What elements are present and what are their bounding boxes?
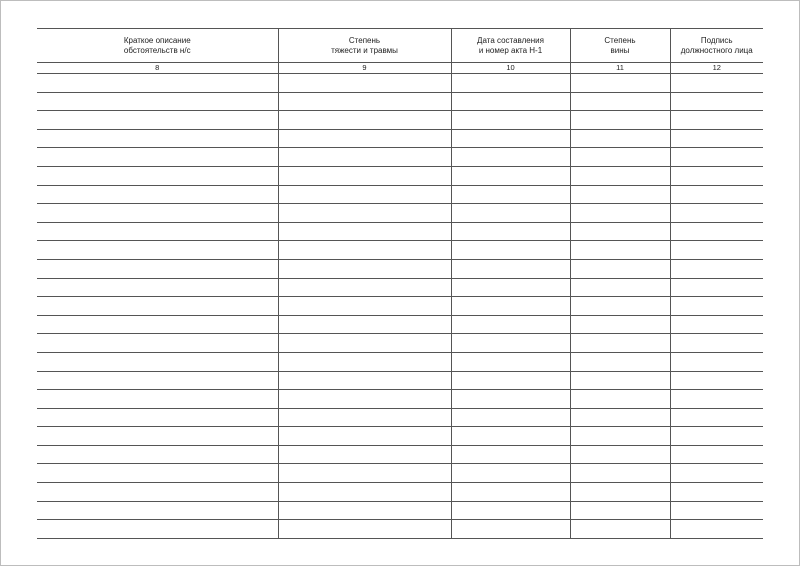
table-cell: [670, 185, 763, 204]
table-cell: [278, 464, 451, 483]
table-cell: [278, 520, 451, 539]
table-cell: [451, 74, 570, 93]
table-cell: [670, 204, 763, 223]
table-cell: [278, 111, 451, 130]
table-cell: [670, 74, 763, 93]
table-cell: [451, 185, 570, 204]
table-cell: [451, 204, 570, 223]
table-cell: [570, 204, 670, 223]
table-row: [37, 297, 763, 316]
table-cell: [570, 390, 670, 409]
table-cell: [37, 241, 278, 260]
column-title: Дата составления и номер акта Н-1: [477, 35, 544, 55]
column-header-severity: [278, 29, 451, 63]
table-cell: [278, 185, 451, 204]
table-cell: [670, 111, 763, 130]
table-cell: [670, 464, 763, 483]
table-row: [37, 166, 763, 185]
table-cell: [278, 334, 451, 353]
table-cell: [451, 241, 570, 260]
table-cell: [37, 520, 278, 539]
table-cell: [278, 371, 451, 390]
table-cell: [570, 427, 670, 446]
table-cell: [278, 315, 451, 334]
table-cell: [278, 129, 451, 148]
table-cell: [570, 74, 670, 93]
table-cell: [570, 111, 670, 130]
column-title: Степень тяжести и травмы: [331, 35, 398, 55]
table-cell: [37, 278, 278, 297]
table-row: [37, 222, 763, 241]
table-cell: [670, 483, 763, 502]
table-cell: [37, 259, 278, 278]
table-cell: [278, 297, 451, 316]
table-row: [37, 483, 763, 502]
table-cell: [670, 352, 763, 371]
table-cell: [37, 166, 278, 185]
table-row: [37, 148, 763, 167]
table-cell: [37, 371, 278, 390]
table-cell: [451, 259, 570, 278]
table-cell: [451, 148, 570, 167]
table-cell: [451, 445, 570, 464]
table-cell: [670, 445, 763, 464]
table-cell: [278, 148, 451, 167]
table-cell: [278, 390, 451, 409]
table-cell: [451, 92, 570, 111]
table-cell: [570, 371, 670, 390]
table-row: [37, 520, 763, 539]
table-row: [37, 390, 763, 409]
table-cell: [37, 204, 278, 223]
table-cell: [670, 241, 763, 260]
table-cell: [278, 241, 451, 260]
table-cell: [670, 92, 763, 111]
column-title: Степень вины: [604, 35, 636, 55]
table-row: [37, 204, 763, 223]
table-cell: [278, 427, 451, 446]
table-row: [37, 501, 763, 520]
table-cell: [278, 92, 451, 111]
table-cell: [37, 464, 278, 483]
table-cell: [570, 148, 670, 167]
table-cell: [451, 222, 570, 241]
table-cell: [278, 204, 451, 223]
table-cell: [451, 278, 570, 297]
table-cell: [570, 241, 670, 260]
table-cell: [570, 408, 670, 427]
table-cell: [570, 129, 670, 148]
table-cell: [670, 129, 763, 148]
table-cell: [570, 352, 670, 371]
table-cell: [670, 427, 763, 446]
table-cell: [278, 501, 451, 520]
table-cell: [278, 259, 451, 278]
table-cell: [278, 278, 451, 297]
column-header-circumstances: [37, 29, 278, 63]
table-cell: [670, 334, 763, 353]
table-cell: [451, 390, 570, 409]
column-number: 8: [37, 63, 278, 74]
table-cell: [570, 315, 670, 334]
table-cell: [570, 464, 670, 483]
column-number: 9: [278, 63, 451, 74]
column-number-row: [37, 63, 763, 74]
table-row: [37, 92, 763, 111]
table-cell: [451, 520, 570, 539]
table-cell: [37, 129, 278, 148]
table-cell: [37, 408, 278, 427]
table-cell: [37, 427, 278, 446]
table-row: [37, 74, 763, 93]
table-cell: [570, 259, 670, 278]
table-cell: [37, 148, 278, 167]
table-cell: [278, 352, 451, 371]
table-row: [37, 427, 763, 446]
table-cell: [570, 166, 670, 185]
table-cell: [451, 315, 570, 334]
table-cell: [570, 297, 670, 316]
table-cell: [451, 297, 570, 316]
table-cell: [570, 334, 670, 353]
column-number: 10: [451, 63, 570, 74]
table-cell: [670, 166, 763, 185]
table-row: [37, 408, 763, 427]
table-cell: [451, 129, 570, 148]
table-cell: [670, 315, 763, 334]
table-cell: [37, 352, 278, 371]
column-header-fault-degree: [570, 29, 670, 63]
table-cell: [37, 483, 278, 502]
table-cell: [37, 92, 278, 111]
table-cell: [670, 520, 763, 539]
table-cell: [570, 501, 670, 520]
table-cell: [570, 445, 670, 464]
table-row: [37, 464, 763, 483]
column-number: 12: [670, 63, 763, 74]
table-cell: [570, 185, 670, 204]
table-row: [37, 334, 763, 353]
table-cell: [570, 483, 670, 502]
table-cell: [451, 427, 570, 446]
table-row: [37, 352, 763, 371]
table-cell: [670, 390, 763, 409]
table-cell: [451, 166, 570, 185]
table-cell: [570, 520, 670, 539]
table-cell: [451, 334, 570, 353]
table-cell: [37, 185, 278, 204]
table-row: [37, 445, 763, 464]
table-row: [37, 185, 763, 204]
table-cell: [670, 259, 763, 278]
table-cell: [670, 408, 763, 427]
table-cell: [37, 222, 278, 241]
table-cell: [37, 74, 278, 93]
table-cell: [670, 297, 763, 316]
table-cell: [451, 371, 570, 390]
table-cell: [278, 166, 451, 185]
column-number: 11: [570, 63, 670, 74]
table-cell: [451, 464, 570, 483]
table-cell: [451, 483, 570, 502]
table-cell: [37, 445, 278, 464]
table-row: [37, 241, 763, 260]
column-header-act-date: [451, 29, 570, 63]
table-cell: [37, 315, 278, 334]
table-cell: [278, 74, 451, 93]
table-row: [37, 129, 763, 148]
table-cell: [37, 297, 278, 316]
table-row: [37, 371, 763, 390]
table-cell: [37, 390, 278, 409]
table-cell: [278, 483, 451, 502]
table-cell: [451, 111, 570, 130]
table-cell: [451, 408, 570, 427]
table-cell: [37, 334, 278, 353]
table-cell: [670, 222, 763, 241]
table-cell: [278, 222, 451, 241]
table-cell: [37, 111, 278, 130]
table-cell: [570, 222, 670, 241]
table-cell: [670, 501, 763, 520]
table-cell: [570, 92, 670, 111]
table-cell: [451, 352, 570, 371]
table-cell: [670, 371, 763, 390]
table-cell: [278, 445, 451, 464]
table-cell: [670, 278, 763, 297]
incident-register-table: [37, 28, 763, 539]
column-title: Краткое описание обстоятельств н/с: [123, 35, 191, 55]
table-row: [37, 259, 763, 278]
table-cell: [570, 278, 670, 297]
header-row: [37, 29, 763, 63]
table-cell: [451, 501, 570, 520]
table-cell: [37, 501, 278, 520]
table-row: [37, 278, 763, 297]
column-header-signature: [670, 29, 763, 63]
table-row: [37, 315, 763, 334]
column-title: Подпись должностного лица: [680, 35, 753, 55]
table-row: [37, 111, 763, 130]
table-cell: [670, 148, 763, 167]
table-cell: [278, 408, 451, 427]
